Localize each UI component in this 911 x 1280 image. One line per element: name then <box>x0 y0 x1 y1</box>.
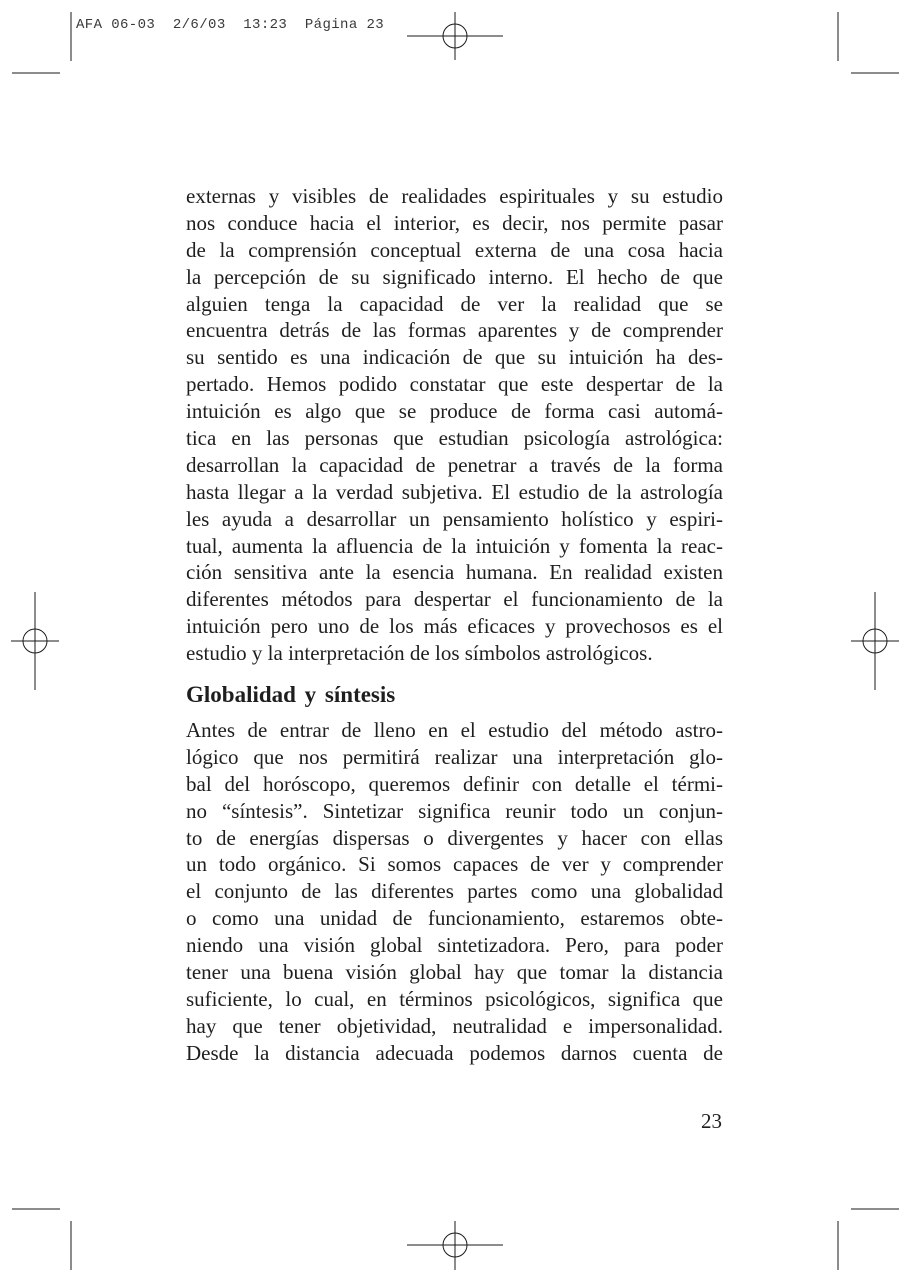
text-line: no “síntesis”. Sintetizar significa reunir todo un conjun- <box>186 798 723 823</box>
text-line: to de energías dispersas o divergentes y hacer con ellas <box>186 825 723 850</box>
text-line: Desde la distancia adecuada podemos darnos cuenta de <box>186 1040 723 1065</box>
page-number: 23 <box>701 1109 722 1133</box>
text-line: tual, aumenta la afluencia de la intuición y fomenta la reac- <box>186 533 723 558</box>
text-line: el conjunto de las diferentes partes como una globalidad <box>186 879 723 904</box>
text-line: tener una buena visión global hay que tomar la distancia <box>186 960 723 985</box>
text-line: nos conduce hacia el interior, es decir, nos permite pasar <box>186 210 723 235</box>
registration-mark-top <box>407 12 503 60</box>
text-line: externas y visibles de realidades espirituales y su estudio <box>186 184 723 208</box>
text-line: bal del horóscopo, queremos definir con detalle el térmi- <box>186 771 723 796</box>
text-line: intuición pero uno de los más eficaces y provechosos es el <box>186 614 723 639</box>
text-line: un todo orgánico. Si somos capaces de ver y comprender <box>186 852 723 877</box>
text-line: Antes de entrar de lleno en el estudio del método astro- <box>186 718 723 743</box>
text-line: su sentido es una indicación de que su intuición ha des- <box>186 345 723 370</box>
text-line: estudio y la interpretación de los símbolos astrológicos. <box>186 641 653 666</box>
text-line: intuición es algo que se produce de forma casi automá- <box>186 399 723 424</box>
page-body <box>186 183 723 1067</box>
text-line: diferentes métodos para despertar el funcionamiento de la <box>186 587 723 612</box>
text-line: suficiente, lo cual, en términos psicológicos, significa que <box>186 986 723 1011</box>
text-line: de la comprensión conceptual externa de una cosa hacia <box>186 237 723 262</box>
paragraph-synthesis <box>186 717 723 1067</box>
text-line: tica en las personas que estudian psicología astrológica: <box>186 426 723 451</box>
text-line: hasta llegar a la verdad subjetiva. El estudio de la astrología <box>186 479 723 504</box>
text-line: desarrollan la capacidad de penetrar a través de la forma <box>186 452 723 477</box>
text-line: ción sensitiva ante la esencia humana. En realidad existen <box>186 560 723 585</box>
text-line: encuentra detrás de las formas aparentes y de comprender <box>186 318 723 343</box>
registration-mark-left <box>11 592 59 690</box>
text-line: pertado. Hemos podido constatar que este despertar de la <box>186 372 723 397</box>
text-line: alguien tenga la capacidad de ver la realidad que se <box>186 291 723 316</box>
paragraph-intuition <box>186 183 723 667</box>
section-heading: Globalidad y síntesis <box>186 682 396 708</box>
text-line: o como una unidad de funcionamiento, estaremos obte- <box>186 906 723 931</box>
print-slug-header: AFA 06-03 2/6/03 13:23 Página 23 <box>76 17 385 33</box>
registration-mark-right <box>851 592 899 690</box>
registration-mark-bottom <box>407 1221 503 1270</box>
text-line: niendo una visión global sintetizadora. Pero, para poder <box>186 933 723 958</box>
text-line: lógico que nos permitirá realizar una interpretación glo- <box>186 744 723 769</box>
text-line: hay que tener objetividad, neutralidad e impersonalidad. <box>186 1013 723 1038</box>
text-line: la percepción de su significado interno. El hecho de que <box>186 264 723 289</box>
text-line: les ayuda a desarrollar un pensamiento holístico y espiri- <box>186 506 723 531</box>
